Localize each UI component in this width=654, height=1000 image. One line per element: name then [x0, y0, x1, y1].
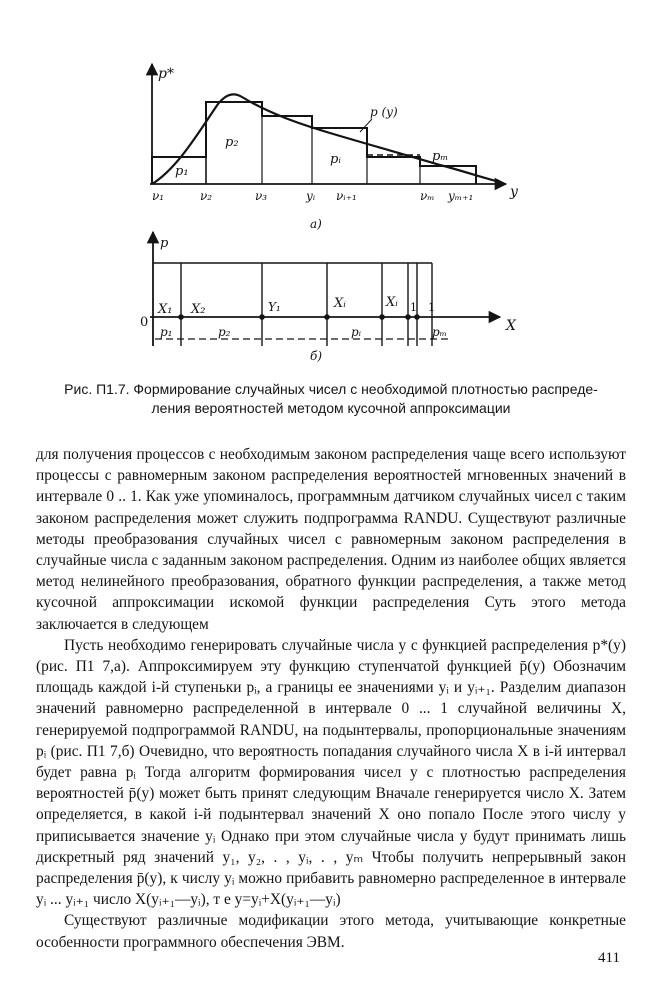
tick-label: ν₃	[255, 189, 268, 203]
curve-label: p (y)	[370, 105, 398, 119]
panel-b-origin-label: 0	[140, 315, 149, 330]
axis-point	[259, 314, 265, 320]
interval-label: Y₁	[268, 300, 281, 314]
interval-label: X₁	[158, 302, 173, 317]
interval-label: 1	[410, 301, 417, 314]
panel-a-y-axis-label: p*	[158, 66, 174, 82]
axis-point	[379, 314, 385, 320]
density-curve	[152, 94, 496, 184]
paragraph: Пусть необходимо генерировать случайные числа y с функцией распределения p*(y) (рис. П1 7,а). Аппроксимируем эту функцию ступенчатой функцией p̄(y) Обозначим площадь каждой i-й ступеньки pᵢ, а границы ее значениями yᵢ и yᵢ₊₁. Разделим диапазон значений равномерно распределенной в интервале 0 ... 1 случайной величины X, генерируемой подпрограммой RANDU, на подынтервалы, пропорциональные значениям pᵢ (рис. П1 7,б) Очевидно, что вероятность попадания случайного числа X в i-й интервал будет равна pᵢ Тогда алгоритм формирования чисел y с плотностью распределения вероятностей p̄(y) может быть принят следующим Вначале генерируется число X. Затем определяется, в какой i-й подынтервал значений X оно попало После этого числу y приписывается значение yᵢ Однако при этом случайные числа y будут принимать лишь дискретный ряд значений y₁, y₂, . , yᵢ, . , yₘ Чтобы получить непрерывный закон распределения p̄(y), к числу yᵢ можно прибавить равномерно распределенное в интервале yᵢ ... yᵢ₊₁ число X(yᵢ₊₁—yᵢ), т е y=yᵢ+X(yᵢ₊₁—yᵢ)	[36, 636, 626, 909]
interval-label: X₂	[191, 302, 206, 317]
interval-label: Xᵢ	[334, 296, 346, 311]
axis-point	[414, 314, 420, 320]
step-label-pi: pᵢ	[330, 152, 341, 167]
tick-label: νᵢ₊₁	[336, 189, 357, 203]
panel-a	[150, 64, 519, 231]
tick-label: yᵢ	[306, 189, 316, 203]
panel-b-y-axis-label: p	[160, 236, 169, 251]
figure-caption	[36, 380, 626, 418]
paragraph: для получения процессов с необходимым законом распределения чаще всего используют процессы с равномерным законом распределения вероятностей мгновенных значений в интервале 0 .. 1. Как уже упоминалось, программным датчиком случайных чисел с таким законом распределения может служить подпрограмма RANDU. Существуют различные методы преобразования случайных чисел с равномерным законом распределения в случайные числа с заданным законом распределения. Одним из наиболее общих является метод нелинейного преобразования, обратного функции распределения, а также метод кусочной аппроксимации искомой функции распределения Суть этого метода заключается в следующем	[36, 446, 626, 633]
axis-point	[324, 314, 330, 320]
prob-label-p2: p₂	[218, 325, 231, 339]
step-label-pm: pₘ	[432, 149, 449, 164]
caption-line: ления вероятностей методом кусочной аппроксимации	[151, 400, 511, 416]
panel-b	[140, 232, 517, 363]
interval-label: 1	[428, 301, 435, 314]
step-label-p1: p₁	[175, 164, 189, 179]
axis-point	[405, 314, 411, 320]
caption-line: Рис. П1.7. Формирование случайных чисел с необходимой плотностью распреде-	[64, 381, 598, 397]
panel-a-x-axis-label: y	[510, 184, 518, 200]
interval-label: Xᵢ	[386, 295, 398, 310]
body-text	[36, 444, 626, 953]
panel-a-label: а)	[310, 217, 322, 231]
tick-label: ν₁	[152, 189, 165, 203]
axis-point	[178, 314, 184, 320]
paragraph: Существуют различные модификации этого метода, учитывающие конкретные особенности программного обеспечения ЭВМ.	[36, 912, 626, 951]
prob-label-pi: pᵢ	[351, 325, 362, 339]
figure-p1-7	[0, 0, 654, 372]
tick-label: yₘ₊₁	[448, 189, 474, 203]
page-number: 411	[598, 950, 620, 966]
panel-b-x-axis-label: X	[506, 318, 516, 334]
step-function	[152, 102, 476, 184]
step-label-p2: p₂	[225, 135, 239, 150]
prob-label-p1: p₁	[160, 325, 173, 339]
panel-b-label: б)	[310, 349, 323, 363]
prob-label-pm: pₘ	[432, 325, 448, 339]
tick-label: νₘ	[420, 189, 435, 203]
tick-label: ν₂	[200, 189, 213, 203]
